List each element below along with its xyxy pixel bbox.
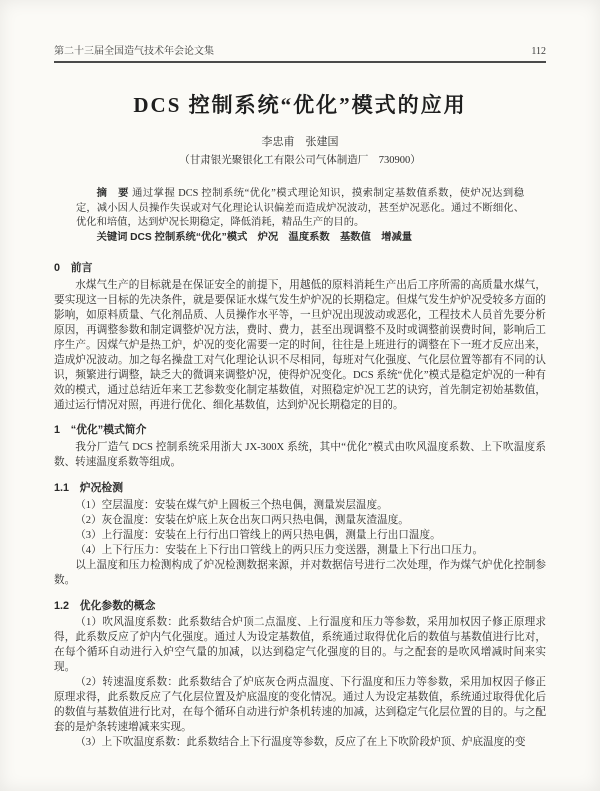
keywords-label: 关键词 [96,231,128,243]
list-item: （4）上下行压力：安装在上下行出口管线上的两只压力变送器，测量上下行出口压力。 [75,544,484,556]
paper-body [54,261,546,750]
abstract-block [76,187,524,245]
list-item: （3）上下吹温度系数：此系数结合上下行温度等参数，反应了在上下吹阶段炉顶、炉底温度的变 [75,736,526,748]
authors: 李忠甫 张建国 [261,136,339,148]
page-number: 112 [531,46,546,57]
list-item: （3）上行温度：安装在上行行出口管线上的两只热电偶，测量上行出口温度。 [75,529,441,541]
section-heading-1-1: 1.1 炉况检测 [54,482,123,495]
abstract-text: 通过掌握 DCS 控制系统“优化”模式理论知识，摸索制定基数值系数，使炉况达到稳定，减小因人员操作失误或对气化理论认识偏差而造成炉况波动，甚至炉况恶化。通过不断细化、优化和培值，达到炉况长期稳定，降低消耗，精品生产的目的。 [76,188,525,229]
list-item: （1）空层温度：安装在煤气炉上圆板三个热电偶，测量炭层温度。 [75,500,388,512]
section-heading-1: 1 “优化”模式简介 [54,424,147,437]
abstract [76,187,524,231]
section-heading-0: 0 前言 [54,262,93,275]
page-header [54,0,546,63]
paragraph: 水煤气生产的目标就是在保证安全的前提下，用越低的原料消耗生产出后工序所需的高质量水煤气，要实现这一目标的先决条件，就是要保证水煤气发生炉炉况的长期稳定。但煤气发生炉炉况受较多方面的影响，如原料质量、气化剂品质、人员操作水平等，一旦炉况出现波动或恶化，工程技术人员首先要分析原因，再调整参数和制定调整炉况方法，费时、费力，甚至出现调整不及时或调整前误费时间，影响后工序生产。因煤气炉是热工炉，炉况的变化需要一定的时间，往往是上班进行的调整在下一班才反应出来，造成炉况波动。加之每名操盘工对气化理论认识不尽相同，每班对气化强度、气化层位置等都有不同的认识，频繁进行调整，缺乏大的微调来调整炉况，使得炉况变化。DCS 系统“优化”模式是稳定炉况的一种有效的模式，通过总结近年来工艺参数变化制定基数值，对照稳定炉况工艺的诀窍，首先制定初始基数值，通过运行情况对照，再进行优化、细化基数值，达到炉况长期稳定的目的。 [54,280,546,411]
abstract-label: 摘 要 [96,188,129,199]
keywords-text: DCS 控制系统“优化”模式 炉况 温度系数 基数值 增减量 [130,231,413,243]
section-heading-1-2: 1.2 优化参数的概念 [54,599,156,612]
keywords [76,231,524,246]
paragraph: 我分厂造气 DCS 控制系统采用浙大 JX-300X 系统，其中“优化”模式由吹风温度系数、上下吹温度系数、转速温度系数等组成。 [54,442,546,469]
journal-title: 第二十三届全国造气技术年会论文集 [54,46,214,57]
list-item: （2）灰仓温度：安装在炉底上灰仓出灰口两只热电偶，测量灰渣温度。 [75,514,409,526]
list-item: （2）转速温度系数：此系数结合了炉底灰仓两点温度、下行温度和压力等参数，采用加权因子修正原理求得，此系数反应了气化层位置及炉底温度的变化情况。通过人为设定基数值，系统通过取得优化后的数值与基数值进行比对，在每个循环自动进行炉条机转速的加减，达到稳定气化层位置的目的。与之配套的是炉条转速增减来实现。 [54,677,546,733]
paper-title: DCS 控制系统“优化”模式的应用 [133,93,467,117]
paragraph: 以上温度和压力检测构成了炉况检测数据来源，并对数据信号进行二次处理，作为煤气炉优化控制参数。 [54,559,546,586]
affiliation: （甘肃银光聚银化工有限公司气体制造厂 730900） [179,155,421,166]
list-item: （1）吹风温度系数：此系数结合炉顶二点温度、上行温度和压力等参数，采用加权因子修正原理求得，此系数反应了炉内气化强度。通过人为设定基数值，系统通过取得优化后的数值与基数值进行比对，在每个循环自动进行入炉空气量的加减，以达到稳定气化强度的目的。与之配套的是吹风增减时间来实现。 [54,617,546,674]
